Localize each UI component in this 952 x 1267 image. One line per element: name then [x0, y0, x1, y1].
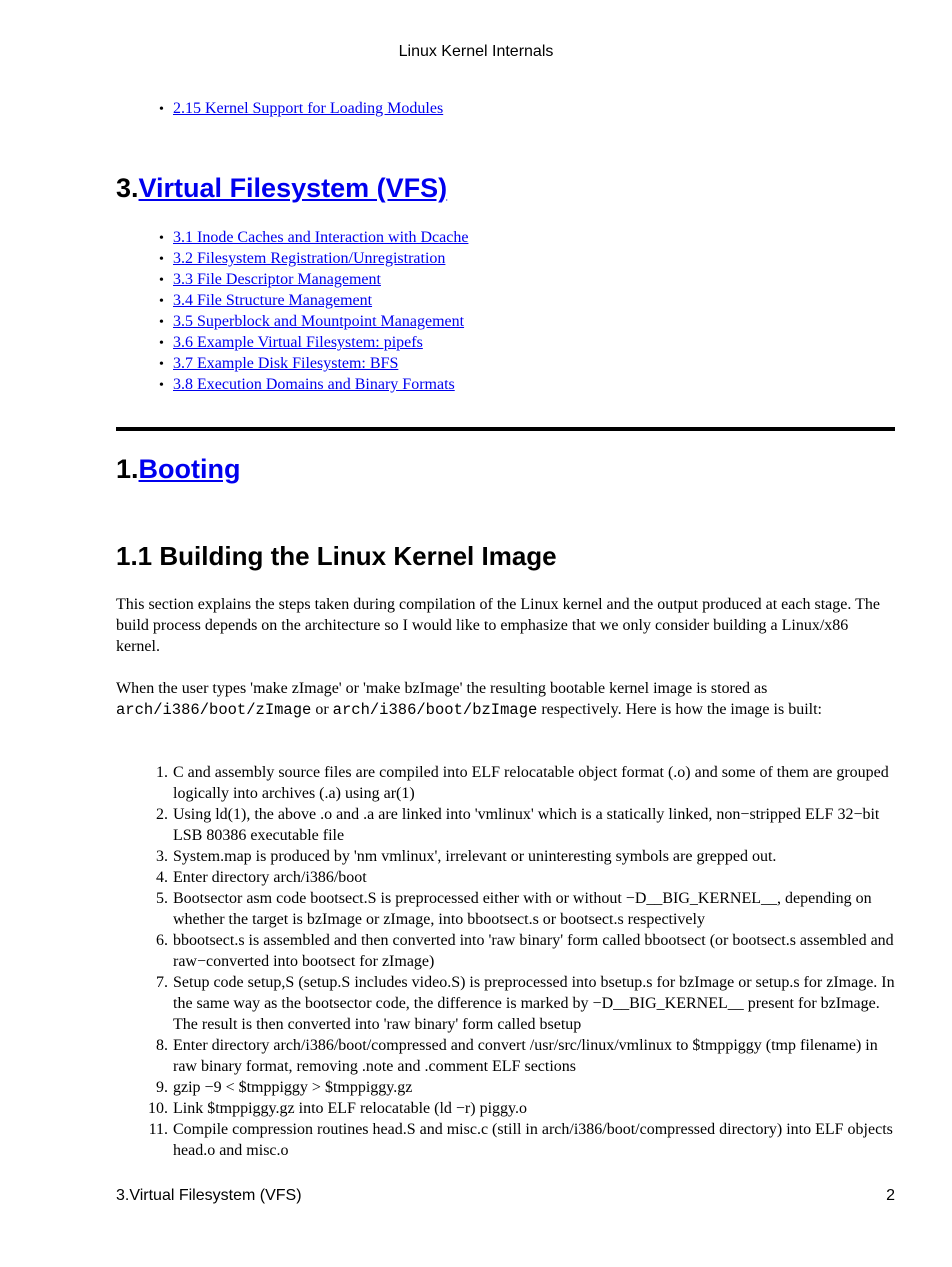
toc-link[interactable]: 3.5 Superblock and Mountpoint Management: [173, 313, 465, 330]
bullet-icon: •: [159, 273, 164, 288]
list-item-text: bbootsect.s is assembled and then converted into 'raw binary' form called bbootsect (or bootsect.s assembled and raw−converted into bootsect for zImage): [173, 932, 894, 970]
paragraph-text: or: [311, 701, 333, 718]
toc-item: [159, 332, 468, 353]
section-title-link[interactable]: Booting: [138, 454, 241, 484]
list-item: [116, 846, 896, 867]
list-item-text: Bootsector asm code bootsect.S is preprocessed either with or without −D__BIG_KERNEL__, depending on whether the target is bzImage or zImage, into bbootsect.s or bootsect.s respectively: [173, 890, 872, 928]
list-item-text: Link $tmppiggy.gz into ELF relocatable (ld −r) piggy.o: [173, 1100, 527, 1117]
toc-item: [159, 290, 468, 311]
section-title-link[interactable]: Virtual Filesystem (VFS): [138, 173, 448, 203]
list-item-text: System.map is produced by 'nm vmlinux', irrelevant or uninteresting symbols are grepped out.: [173, 848, 777, 865]
paragraph-text: When the user types 'make zImage' or 'make bzImage' the resulting bootable kernel image is stored as: [116, 680, 768, 697]
section-number: 3.: [116, 173, 139, 203]
list-item: [116, 804, 896, 846]
toc-link[interactable]: 3.4 File Structure Management: [173, 292, 373, 309]
section-heading-vfs: [116, 173, 447, 204]
code-path: arch/i386/boot/bzImage: [332, 701, 538, 719]
list-number: 7.: [156, 974, 168, 991]
toc-link[interactable]: 3.2 Filesystem Registration/Unregistration: [173, 250, 446, 267]
list-number: 8.: [156, 1037, 168, 1054]
bullet-icon: •: [159, 231, 164, 246]
bullet-icon: •: [159, 315, 164, 330]
list-item: [116, 1035, 896, 1077]
build-steps-list: [116, 762, 896, 1161]
code-path: arch/i386/boot/zImage: [116, 701, 312, 719]
bullet-icon: •: [159, 294, 164, 309]
footer-chapter-title: 3.Virtual Filesystem (VFS): [116, 1187, 302, 1204]
intro-paragraph: This section explains the steps taken during compilation of the Linux kernel and the output produced at each stage. The build process depends on the architecture so I would like to emphasize that we only consider building a Linux/x86 kernel.: [116, 596, 880, 655]
toc-link[interactable]: 3.1 Inode Caches and Interaction with Dcache: [173, 229, 469, 246]
horizontal-rule: [116, 427, 895, 431]
page-number: 2: [886, 1187, 895, 1204]
toc-link[interactable]: 3.7 Example Disk Filesystem: BFS: [173, 355, 399, 372]
list-item-text: gzip −9 < $tmppiggy > $tmppiggy.gz: [173, 1079, 413, 1096]
list-number: 1.: [156, 764, 168, 781]
toc-link[interactable]: 3.8 Execution Domains and Binary Formats: [173, 376, 455, 393]
list-number: 11.: [148, 1121, 168, 1138]
list-item: [116, 1098, 896, 1119]
list-item: [116, 888, 896, 930]
list-number: 9.: [156, 1079, 168, 1096]
bullet-icon: •: [159, 252, 164, 267]
list-number: 3.: [156, 848, 168, 865]
list-item: [116, 972, 896, 1035]
list-item-text: Using ld(1), the above .o and .a are linked into 'vmlinux' which is a statically linked, non−stripped ELF 32−bit LSB 80386 executable file: [173, 806, 880, 844]
list-item-text: Enter directory arch/i386/boot/compressed and convert /usr/src/linux/vmlinux to $tmppiggy (tmp filename) in raw binary format, removing .note and .comment ELF sections: [173, 1037, 878, 1075]
paragraph-text: respectively. Here is how the image is built:: [537, 701, 822, 718]
list-item: [116, 1077, 896, 1098]
toc-item: [159, 311, 468, 332]
list-number: 2.: [156, 806, 168, 823]
toc-list-vfs: [159, 227, 468, 395]
toc-link[interactable]: 2.15 Kernel Support for Loading Modules: [173, 100, 444, 117]
toc-link[interactable]: 3.3 File Descriptor Management: [173, 271, 381, 288]
list-item-text: Setup code setup,S (setup.S includes video.S) is preprocessed into bsetup.s for bzImage or setup.s for zImage. In the same way as the bootsector code, the difference is marked by −D__BIG_KERNEL__ present for bzImage. The result is then converted into 'raw binary' form called bsetup: [173, 974, 895, 1033]
build-paragraph: [116, 678, 896, 721]
toc-item: [159, 269, 468, 290]
list-item: [116, 930, 896, 972]
section-heading-booting: [116, 454, 241, 485]
toc-item: [159, 227, 468, 248]
toc-item: [159, 248, 468, 269]
page-header: Linux Kernel Internals: [398, 43, 554, 60]
toc-item: [159, 374, 468, 395]
list-item: [116, 1119, 896, 1161]
list-number: 5.: [156, 890, 168, 907]
list-item: [116, 762, 896, 804]
list-number: 10.: [148, 1100, 168, 1117]
subsection-heading: 1.1 Building the Linux Kernel Image: [116, 541, 557, 571]
bullet-icon: •: [159, 336, 164, 351]
toc-item: [159, 353, 468, 374]
bullet-icon: •: [159, 102, 164, 117]
toc-list-previous: [159, 98, 443, 119]
section-number: 1.: [116, 454, 139, 484]
list-number: 4.: [156, 869, 168, 886]
toc-item: [159, 98, 443, 119]
list-number: 6.: [156, 932, 168, 949]
bullet-icon: •: [159, 357, 164, 372]
list-item-text: C and assembly source files are compiled into ELF relocatable object format (.o) and some of them are grouped logically into archives (.a) using ar(1): [173, 764, 889, 802]
toc-link[interactable]: 3.6 Example Virtual Filesystem: pipefs: [173, 334, 423, 351]
list-item: [116, 867, 896, 888]
list-item-text: Compile compression routines head.S and misc.c (still in arch/i386/boot/compressed directory) into ELF objects head.o and misc.o: [173, 1121, 893, 1159]
list-item-text: Enter directory arch/i386/boot: [173, 869, 367, 886]
bullet-icon: •: [159, 378, 164, 393]
